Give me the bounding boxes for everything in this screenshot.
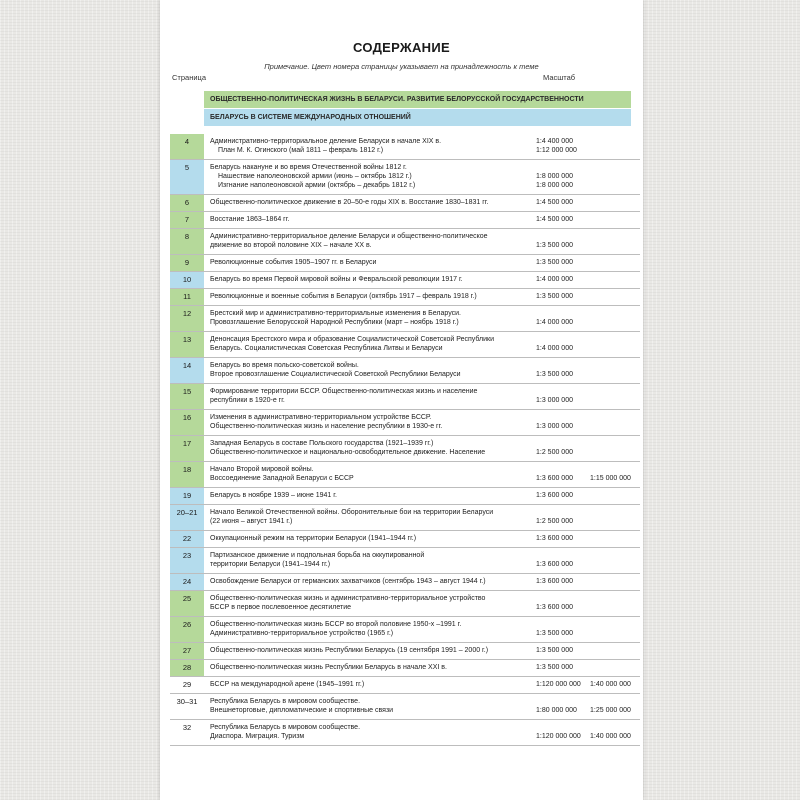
- entry-title: [210, 198, 525, 207]
- contents-row[interactable]: [170, 660, 640, 677]
- entry-line: Беларусь в ноябре 1939 – июне 1941 г.: [210, 492, 337, 499]
- entry-line: Административно-территориальное устройство (1965 г.): [210, 630, 394, 637]
- scale-value: [536, 551, 640, 560]
- entry-line: Беларусь во время польско-советской войны.: [210, 362, 359, 369]
- contents-row[interactable]: [170, 212, 640, 229]
- entry-scales: [536, 646, 640, 655]
- entry-scales: [536, 292, 640, 301]
- page-number: 32: [170, 720, 204, 745]
- scale-value: 1:3 500 000: [536, 259, 573, 266]
- contents-list: [170, 134, 640, 746]
- scale-value: 1:3 600 000: [536, 535, 573, 542]
- entry-line: Общественно-политическая жизнь Республики Беларусь (19 сентября 1991 – 2000 г.): [210, 647, 489, 654]
- scale-value: 1:2 500 000: [536, 449, 573, 456]
- second-scale-value: 1:40 000 000: [590, 733, 631, 740]
- column-header-page: Страница: [172, 73, 206, 82]
- scale-value: 1:12 000 000: [536, 147, 577, 154]
- contents-row[interactable]: [170, 358, 640, 384]
- scale-value: [536, 439, 640, 448]
- entry-line: Провозглашение Белорусской Народной Республики (март – ноябрь 1918 г.): [210, 319, 459, 326]
- entry-title: [210, 439, 525, 457]
- scale-value: 1:3 000 000: [536, 397, 573, 404]
- scale-value: 1:3 500 000: [536, 242, 573, 249]
- second-scale-value: 1:40 000 000: [590, 681, 631, 688]
- color-note: Примечание. Цвет номера страницы указывает на принадлежность к теме: [264, 62, 539, 71]
- entry-title: [210, 491, 525, 500]
- entry-title: [210, 594, 525, 612]
- scale-value: 1:3 500 000: [536, 664, 573, 671]
- entry-line: БССР на международной арене (1945–1991 гг.): [210, 681, 365, 688]
- entry-title: [210, 163, 525, 190]
- entry-scales: [536, 439, 640, 457]
- page-number: 14: [170, 358, 204, 383]
- theme-band-international: БЕЛАРУСЬ В СИСТЕМЕ МЕЖДУНАРОДНЫХ ОТНОШЕНИЙ: [204, 109, 631, 126]
- entry-scales: [536, 275, 640, 284]
- entry-scales: [536, 413, 640, 431]
- scale-value: 1:4 000 000: [536, 276, 573, 283]
- entry-title: [210, 232, 525, 250]
- scale-value: 1:4 500 000: [536, 199, 573, 206]
- entry-line: Общественно-политическая жизнь Республики Беларусь в начале XXI в.: [210, 664, 447, 671]
- contents-row[interactable]: [170, 306, 640, 332]
- scale-value: [536, 508, 640, 517]
- entry-scales: [536, 680, 640, 689]
- entry-line: Общественно-политическая жизнь БССР во второй половине 1950-х –1991 г.: [210, 621, 462, 628]
- entry-scales: [536, 551, 640, 569]
- page-number: 11: [170, 289, 204, 305]
- contents-row[interactable]: [170, 505, 640, 531]
- entry-scales: [536, 361, 640, 379]
- entry-scales: [536, 508, 640, 526]
- contents-row[interactable]: [170, 462, 640, 488]
- entry-line: Общественно-политическое и национально-освободительное движение. Население: [210, 449, 486, 456]
- entry-scales: [536, 663, 640, 672]
- scale-value: 1:4 000 000: [536, 345, 573, 352]
- contents-row[interactable]: [170, 617, 640, 643]
- scale-value: 1:3 600 000: [536, 561, 573, 568]
- scale-value: 1:120 000 000: [536, 733, 581, 740]
- scale-value: [536, 163, 640, 172]
- entry-title: [210, 335, 525, 353]
- entry-line: Административно-территориальное деление Беларуси и общественно-политическое: [210, 233, 488, 240]
- entry-line: Общественно-политическая жизнь и население республики в 1930-е гг.: [210, 423, 443, 430]
- entry-scales: [536, 309, 640, 327]
- page-number: 30–31: [170, 694, 204, 719]
- entry-title: [210, 577, 525, 586]
- entry-line: Республика Беларусь в мировом сообществе.: [210, 698, 361, 705]
- entry-line: Денонсация Брестского мира и образование Социалистической Советской Республики: [210, 336, 495, 343]
- contents-row[interactable]: [170, 694, 640, 720]
- entry-scales: [536, 198, 640, 207]
- entry-line: Восстание 1863–1864 гг.: [210, 216, 290, 223]
- second-scale-value: 1:15 000 000: [590, 475, 631, 482]
- page-number: 5: [170, 160, 204, 194]
- entry-title: [210, 697, 525, 715]
- contents-row[interactable]: [170, 574, 640, 591]
- column-header-scale: Масштаб: [543, 73, 576, 82]
- entry-line: Революционные события 1905–1907 гг. в Беларуси: [210, 259, 377, 266]
- entry-line: Оккупационный режим на территории Беларуси (1941–1944 гг.): [210, 535, 417, 542]
- scale-value: [536, 361, 640, 370]
- entry-scales: [536, 163, 640, 190]
- entry-title: [210, 551, 525, 569]
- entry-title: [210, 508, 525, 526]
- page-number: 27: [170, 643, 204, 659]
- scale-value: 1:8 000 000: [536, 173, 573, 180]
- entry-scales: [536, 465, 640, 483]
- entry-scales: [536, 232, 640, 250]
- page-number: 17: [170, 436, 204, 461]
- entry-scales: [536, 258, 640, 267]
- contents-row[interactable]: [170, 229, 640, 255]
- page-number: 6: [170, 195, 204, 211]
- theme-band-politics: ОБЩЕСТВЕННО-ПОЛИТИЧЕСКАЯ ЖИЗНЬ В БЕЛАРУСИ. РАЗВИТИЕ БЕЛОРУССКОЙ ГОСУДАРСТВЕННОСТИ: [204, 91, 631, 108]
- entry-line: территории Беларуси (1941–1944 гг.): [210, 561, 331, 568]
- entry-line: Партизанское движение и подпольная борьба на оккупированной: [210, 552, 425, 559]
- contents-row[interactable]: [170, 384, 640, 410]
- entry-line: Второе провозглашение Социалистической Советской Республики Беларуси: [210, 371, 461, 378]
- scale-value: [536, 232, 640, 241]
- page-number: 20–21: [170, 505, 204, 530]
- entry-line: Революционные и военные события в Беларуси (октябрь 1917 – февраль 1918 г.): [210, 293, 477, 300]
- scale-value: 1:3 500 000: [536, 647, 573, 654]
- contents-row[interactable]: [170, 289, 640, 306]
- entry-scales: [536, 594, 640, 612]
- entry-line: Нашествие наполеоновской армии (июнь – октябрь 1812 г.): [218, 173, 412, 180]
- atlas-page: [160, 0, 643, 800]
- entry-line: Брестский мир и административно-территориальные изменения в Беларуси.: [210, 310, 461, 317]
- entry-title: [210, 137, 525, 155]
- entry-scales: [536, 577, 640, 586]
- contents-row[interactable]: [170, 591, 640, 617]
- entry-line: Беларусь. Социалистическая Советская Республика Литвы и Беларуси: [210, 345, 443, 352]
- entry-line: республики в 1920-е гг.: [210, 397, 285, 404]
- scale-value: 1:3 600 000: [536, 604, 573, 611]
- page-number: 13: [170, 332, 204, 357]
- entry-title: [210, 387, 525, 405]
- scale-value: 1:3 500 000: [536, 293, 573, 300]
- entry-scales: [536, 534, 640, 543]
- page-number: 24: [170, 574, 204, 590]
- entry-title: [210, 723, 525, 741]
- scale-value: [536, 723, 640, 732]
- page-number: 26: [170, 617, 204, 642]
- contents-row[interactable]: [170, 643, 640, 660]
- scale-value: [536, 335, 640, 344]
- scale-value: 1:80 000 000: [536, 707, 577, 714]
- entry-line: Формирование территории БССР. Общественно-политическая жизнь и население: [210, 388, 478, 395]
- contents-row[interactable]: [170, 531, 640, 548]
- scale-value: 1:120 000 000: [536, 681, 581, 688]
- scale-value: [536, 697, 640, 706]
- entry-scales: [536, 620, 640, 638]
- contents-row[interactable]: [170, 488, 640, 505]
- page-number: 15: [170, 384, 204, 409]
- scale-value: 1:3 600 000: [536, 492, 573, 499]
- entry-line: Начало Второй мировой войны.: [210, 466, 314, 473]
- entry-line: Беларусь во время Первой мировой войны и Февральской революции 1917 г.: [210, 276, 463, 283]
- scale-value: 1:4 500 000: [536, 216, 573, 223]
- contents-row[interactable]: [170, 272, 640, 289]
- entry-line: БССР в первое послевоенное десятилетие: [210, 604, 352, 611]
- scale-value: 1:8 000 000: [536, 182, 573, 189]
- entry-title: [210, 309, 525, 327]
- entry-line: движение во второй половине XIX – начале XX в.: [210, 242, 372, 249]
- entry-title: [210, 292, 525, 301]
- scale-value: 1:2 500 000: [536, 518, 573, 525]
- contents-row[interactable]: [170, 548, 640, 574]
- entry-title: [210, 620, 525, 638]
- page-number: 4: [170, 134, 204, 159]
- entry-title: [210, 465, 525, 483]
- contents-row[interactable]: [170, 720, 640, 746]
- entry-line: Западная Беларусь в составе Польского государства (1921–1939 гг.): [210, 440, 434, 447]
- page-number: 25: [170, 591, 204, 616]
- contents-row[interactable]: [170, 160, 640, 195]
- entry-title: [210, 680, 525, 689]
- entry-line: Общественно-политическая жизнь и административно-территориальное устройство: [210, 595, 486, 602]
- entry-scales: [536, 491, 640, 500]
- page-number: 12: [170, 306, 204, 331]
- scale-value: [536, 309, 640, 318]
- contents-row[interactable]: [170, 332, 640, 358]
- contents-row[interactable]: [170, 677, 640, 694]
- entry-title: [210, 258, 525, 267]
- scale-value: 1:3 500 000: [536, 630, 573, 637]
- entry-title: [210, 646, 525, 655]
- entry-line: Республика Беларусь в мировом сообществе.: [210, 724, 361, 731]
- scale-value: [536, 465, 640, 474]
- entry-line: План М. К. Огинского (май 1811 – февраль 1812 г.): [218, 147, 384, 154]
- entry-line: Административно-территориальное деление Беларуси в начале XIX в.: [210, 138, 442, 145]
- entry-line: Воссоединение Западной Беларуси с БССР: [210, 475, 354, 482]
- entry-title: [210, 361, 525, 379]
- entry-scales: [536, 723, 640, 741]
- scale-value: 1:3 600 000: [536, 578, 573, 585]
- scale-value: 1:3 600 000: [536, 475, 573, 482]
- scale-value: 1:3 500 000: [536, 371, 573, 378]
- entry-line: (22 июня – август 1941 г.): [210, 518, 293, 525]
- contents-row[interactable]: [170, 134, 640, 160]
- scale-value: [536, 387, 640, 396]
- scale-value: 1:4 400 000: [536, 138, 573, 145]
- entry-line: Общественно-политическое движение в 20–50-е годы XIX в. Восстание 1830–1831 гг.: [210, 199, 489, 206]
- scale-value: 1:4 000 000: [536, 319, 573, 326]
- scale-value: [536, 594, 640, 603]
- entry-title: [210, 215, 525, 224]
- entry-scales: [536, 215, 640, 224]
- contents-row[interactable]: [170, 255, 640, 272]
- contents-row[interactable]: [170, 195, 640, 212]
- page-number: 28: [170, 660, 204, 676]
- scale-value: [536, 620, 640, 629]
- entry-line: Диаспора. Миграция. Туризм: [210, 733, 305, 740]
- entry-line: Освобождение Беларуси от германских захватчиков (сентябрь 1943 – август 1944 г.): [210, 578, 486, 585]
- entry-scales: [536, 387, 640, 405]
- page-number: 29: [170, 677, 204, 693]
- entry-line: Изгнание наполеоновской армии (октябрь – декабрь 1812 г.): [218, 182, 416, 189]
- page-title: СОДЕРЖАНИЕ: [353, 40, 450, 55]
- contents-row[interactable]: [170, 436, 640, 462]
- entry-scales: [536, 137, 640, 155]
- entry-line: Начало Великой Отечественной войны. Оборонительные бои на территории Беларуси: [210, 509, 494, 516]
- page-number: 16: [170, 410, 204, 435]
- entry-scales: [536, 697, 640, 715]
- entry-line: Изменения в административно-территориальном устройстве БССР.: [210, 414, 432, 421]
- entry-title: [210, 275, 525, 284]
- contents-row[interactable]: [170, 410, 640, 436]
- page-number: 19: [170, 488, 204, 504]
- entry-line: Внешнеторговые, дипломатические и спортивные связи: [210, 707, 394, 714]
- page-number: 9: [170, 255, 204, 271]
- scale-value: [536, 413, 640, 422]
- page-number: 18: [170, 462, 204, 487]
- entry-title: [210, 534, 525, 543]
- entry-scales: [536, 335, 640, 353]
- page-number: 8: [170, 229, 204, 254]
- entry-title: [210, 413, 525, 431]
- page-number: 23: [170, 548, 204, 573]
- scale-value: 1:3 000 000: [536, 423, 573, 430]
- second-scale-value: 1:25 000 000: [590, 707, 631, 714]
- page-number: 7: [170, 212, 204, 228]
- entry-title: [210, 663, 525, 672]
- entry-line: Беларусь накануне и во время Отечественной войны 1812 г.: [210, 164, 407, 171]
- page-number: 22: [170, 531, 204, 547]
- page-number: 10: [170, 272, 204, 288]
